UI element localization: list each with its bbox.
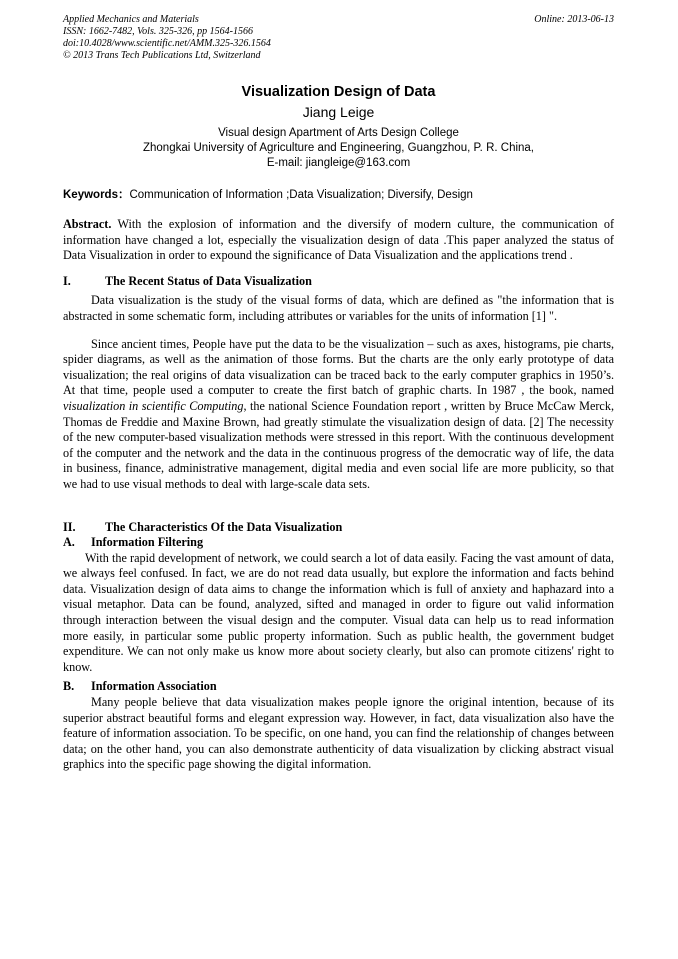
section-1-paragraph-2-part-a: Since ancient times, People have put the data to be the visualization – such as axes, histograms, pie charts, spider diagrams, as well as the animation of those forms. But the charts are the only early prototype of data visualization; the real origins of data visualization can be traced back to the early computer graphics in 1950’s. At that time, people used a computer to create the first batch of graphic charts. In 1987 , the book, named — [63, 336, 614, 398]
author-name: Jiang Leige — [302, 104, 375, 120]
affiliation-email: E-mail: jiangleige@163.com — [266, 157, 411, 169]
subsection-a-paragraph: With the rapid development of network, we could search a lot of data easily. Facing the vast amount of data, we always feel confused. In fact, we are do not read data usually, but explore the information and facts behind data. Visualization design of data aims to change the information which is full of anxiety and haphazard into a visual metaphor. Data can be found, analyzed, sifted and managed in order to figure out valid information through interaction between the visual design and the computer. Visual data can help us to read information more easily, in particular some public property information. Such as public health, the government budget expenditure. We can not only make us know more about society clearly, but also can promote citizens' right to know. — [63, 550, 614, 674]
paper-title: Visualization Design of Data — [241, 84, 436, 100]
journal-header — [63, 14, 614, 66]
section-2-title: The Characteristics Of the Data Visualization — [105, 519, 343, 534]
section-1-paragraph-2 — [63, 337, 614, 493]
section-1-paragraph-1: Data visualization is the study of the visual forms of data, which are defined as "the information that is abstracted in some schematic form, including attributes or variables for the units of information [1] ". — [63, 293, 614, 323]
journal-info — [63, 14, 271, 62]
subsection-a-title: Information Filtering — [91, 535, 204, 550]
keywords-text: Communication of Information ;Data Visualization; Diversify, Design — [129, 189, 473, 201]
abstract — [63, 217, 614, 264]
section-1-heading — [63, 274, 614, 290]
subsection-a-heading — [63, 535, 614, 551]
section-2-heading — [63, 520, 614, 536]
copyright-line: © 2013 Trans Tech Publications Ltd, Switzerland — [63, 50, 261, 61]
keywords-label: Keywords： — [63, 189, 130, 201]
doi-line: doi:10.4028/www.scientific.net/AMM.325-326.1564 — [63, 38, 271, 49]
subsection-b-paragraph: Many people believe that data visualization makes people ignore the original intention, because of its superior abstract beautiful forms and elegant expression way. However, in fact, data visualization also have the feature of information association. To be specific, on one hand, you can find the relationship of changes between data; on the other hand, you can also demonstrate authenticity of data visualization by clicking abstract visual graphics into the specific page showing the digital information. — [63, 695, 614, 772]
keywords — [63, 188, 614, 203]
abstract-text: With the explosion of information and the diversify of modern culture, the communication of information have changed a lot, especially the visualization design of data .This paper analyzed the status of Data Visualization in order to expound the significance of Data Visualization and the applications trend . — [63, 217, 614, 263]
section-1-title: The Recent Status of Data Visualization — [105, 273, 312, 288]
paper-page — [63, 14, 614, 773]
journal-name: Applied Mechanics and Materials — [63, 14, 199, 25]
subsection-b-heading — [63, 679, 614, 695]
subsection-a-number: A. — [63, 535, 75, 550]
affiliation-line-1: Visual design Apartment of Arts Design College — [218, 127, 459, 139]
section-2-number: II. — [63, 519, 76, 534]
subsection-b-number: B. — [63, 679, 75, 694]
book-title: visualization in scientific Computing — [63, 398, 244, 413]
affiliation — [63, 126, 614, 171]
section-1-paragraph-2-part-c: , the national Science Foundation report , written by Bruce McCaw Merck, Thomas de Freddie and Maxine Brown, had greatly stimulate the visualization design of data. [2] The necessity of the new computer-based visualization methods were stressed in this report. With the continuous development of the computer and the network and the data in the continuous progress of the democratic way of life, the data in business, finance, administrative management, digital media and even social life are more publicity, so that we had to use visual methods to deal with large-scale data sets. — [63, 398, 614, 491]
subsection-b-title: Information Association — [91, 679, 217, 694]
section-1-number: I. — [63, 273, 71, 288]
abstract-label: Abstract. — [63, 217, 112, 231]
affiliation-line-2: Zhongkai University of Agriculture and Engineering, Guangzhou, P. R. China, — [142, 142, 535, 154]
issn-line: ISSN: 1662-7482, Vols. 325-326, pp 1564-1566 — [63, 26, 253, 37]
online-date: Online: 2013-06-13 — [534, 14, 614, 25]
